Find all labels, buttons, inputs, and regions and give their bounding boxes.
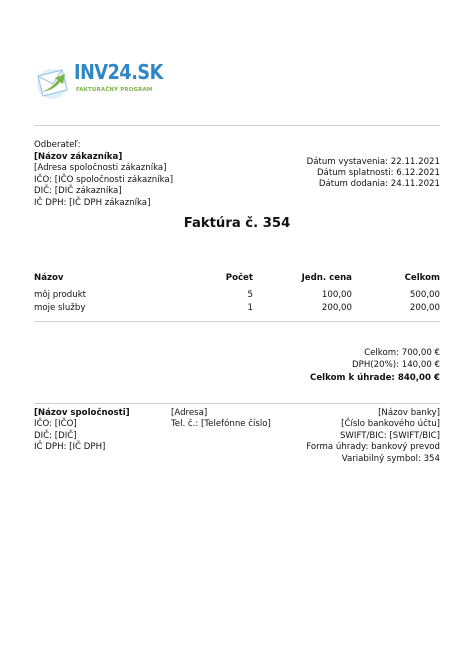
item-total: 200,00 [409, 303, 440, 313]
variable-symbol: Variabilný symbol: 354 [341, 453, 440, 464]
delivery-date: Dátum dodania: 24.11.2021 [318, 179, 440, 189]
dates-block [307, 157, 440, 190]
logo-subtitle: FAKTURAČNÝ PROGRAM [76, 87, 153, 93]
item-qty: 1 [247, 303, 253, 313]
invoice-envelope-icon [34, 62, 74, 102]
due-date: Dátum splatnosti: 6.12.2021 [316, 168, 440, 178]
item-unit-price: 200,00 [321, 303, 352, 313]
table-row [34, 302, 440, 315]
item-name: môj produkt [34, 290, 87, 300]
item-total: 500,00 [409, 290, 440, 300]
bank-block [306, 408, 440, 465]
divider [34, 321, 440, 322]
vat-amount: DPH(20%): 140,00 € [352, 360, 440, 371]
buyer-name: [Názov zákazníka] [34, 151, 123, 162]
divider [34, 125, 440, 126]
item-qty: 5 [247, 290, 253, 300]
bank-account: [Číslo bankového účtu] [341, 419, 440, 430]
header-total: Celkom [404, 273, 440, 283]
header-name: Názov [34, 273, 64, 283]
grand-total: Celkom k úhrade: 840,00 € [310, 372, 440, 383]
issue-date: Dátum vystavenia: 22.11.2021 [306, 157, 440, 167]
item-unit-price: 100,00 [321, 290, 352, 300]
buyer-block [34, 140, 173, 210]
buyer-label: Odberateľ: [34, 140, 81, 150]
buyer-ico: IČO: [IČO spoločnosti zákazníka] [34, 174, 174, 185]
buyer-icdph: IČ DPH: [IČ DPH zákazníka] [34, 197, 151, 208]
bank-name: [Názov banky] [378, 408, 440, 418]
divider [34, 403, 440, 404]
items-table [34, 272, 440, 315]
table-header [34, 272, 440, 285]
totals-block [310, 347, 440, 384]
supplier-name: [Názov spoločnosti] [34, 408, 130, 418]
supplier-phone: Tel. č.: [Telefónne číslo] [171, 419, 271, 430]
supplier-dic: DIČ: [DIČ] [34, 430, 77, 441]
swift-code: SWIFT/BIC: [SWIFT/BIC] [339, 430, 440, 441]
invoice-title: Faktúra č. 354 [183, 216, 291, 231]
buyer-address: [Adresa spoločnosti zákazníka] [34, 163, 167, 174]
supplier-ico: IČO: [IČO] [34, 419, 77, 430]
header-unit-price: Jedn. cena [301, 273, 352, 283]
supplier-icdph: IČ DPH: [IČ DPH] [34, 442, 106, 453]
company-logo [34, 58, 163, 106]
logo-title: INV24.SK [74, 60, 163, 84]
supplier-contact [171, 408, 271, 431]
buyer-dic: DIČ: [DIČ zákazníka] [34, 186, 122, 197]
subtotal: Celkom: 700,00 € [364, 348, 440, 358]
supplier-address: [Adresa] [171, 408, 208, 418]
payment-method: Forma úhrady: bankový prevod [306, 442, 440, 453]
header-qty: Počet [225, 273, 253, 283]
supplier-block [34, 408, 130, 454]
table-row [34, 289, 440, 302]
item-name: moje služby [34, 303, 86, 313]
